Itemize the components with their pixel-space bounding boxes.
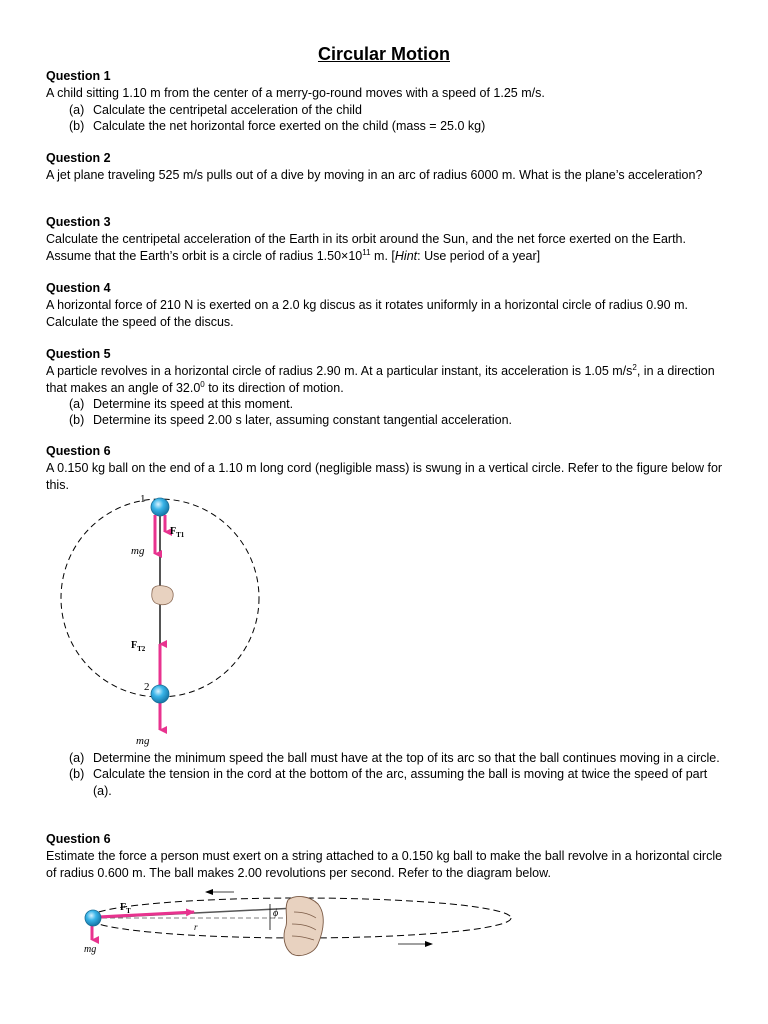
question-heading: Question 1: [46, 69, 111, 83]
ft-label: [120, 902, 131, 915]
question-text: [46, 363, 726, 396]
ft1-label: [170, 526, 185, 539]
part-text: Determine its speed at this moment.: [93, 396, 294, 411]
part-label: (b): [69, 767, 85, 782]
angle-label: ϕ: [273, 908, 279, 919]
part-text: Calculate the tension in the cord at the bottom of the arc, assuming the ball is moving at twice the speed of part (a).: [93, 767, 708, 798]
question-part: [46, 750, 726, 766]
question-heading: Question 2: [46, 151, 111, 165]
question-heading: Question 4: [46, 281, 111, 295]
text-run: , in a direction that makes an angle of 32.0: [46, 364, 715, 395]
part-text: Calculate the centripetal acceleration of the child: [93, 102, 362, 117]
horizontal-circle-figure: [74, 882, 520, 962]
vertical-circle-figure: [40, 492, 280, 754]
question-text-line: [46, 248, 736, 264]
bottom-position-label: 2: [144, 681, 150, 693]
ball-top: [151, 498, 169, 516]
text-run: m. [: [370, 248, 395, 263]
question-6b: [46, 831, 726, 881]
ft-sub: T: [126, 907, 131, 915]
question-text: A 0.150 kg ball on the end of a 1.10 m long cord (negligible mass) is swung in a vertical circle. Refer to the figure below for this.: [46, 461, 723, 492]
ft2-sub: T2: [137, 645, 146, 653]
part-text: Determine the minimum speed the ball must have at the top of its arc so that the ball continues moving in a circle.: [93, 751, 720, 765]
hint-word: Hint: [394, 248, 418, 263]
question-1: [46, 68, 726, 134]
question-text: A child sitting 1.10 m from the center of a merry-go-round moves with a speed of 1.25 m/s.: [46, 86, 545, 101]
question-text: A jet plane traveling 525 m/s pulls out of a dive by moving in an arc of radius 6000 m. What is the plane’s acceleration?: [46, 168, 703, 183]
question-part: [46, 766, 726, 799]
ft2-main: F: [131, 640, 138, 651]
question-5: [46, 346, 726, 428]
question-text: Estimate the force a person must exert on a string attached to a 0.150 kg ball to make the ball revolve in a horizontal circle of radius 0.600 m. The ball makes 2.00 revolutions per second. Refer to the diagram below.: [46, 849, 723, 880]
degree-mark: 0: [200, 379, 205, 389]
part-label: (b): [69, 413, 85, 428]
hand-icon: [152, 586, 173, 605]
question-heading: Question 6: [46, 444, 111, 458]
part-label: (a): [69, 751, 85, 765]
part-text: Determine its speed 2.00 s later, assuming constant tangential acceleration.: [93, 413, 512, 428]
radius-label: r: [194, 922, 198, 932]
text-run: : Use period of a year]: [417, 248, 541, 263]
ball-bottom: [151, 685, 169, 703]
text-run: A particle revolves in a horizontal circle of radius 2.90 m. At a particular instant, its acceleration is 1.05 m/s: [46, 364, 633, 379]
exponent: 11: [362, 247, 371, 257]
question-part: [46, 102, 726, 118]
text-run: Assume that the Earth’s orbit is a circle of radius 1.50×10: [46, 248, 363, 263]
part-label: (a): [69, 396, 85, 411]
question-part: [46, 396, 726, 412]
part-label: (b): [69, 118, 85, 133]
ball: [85, 910, 101, 926]
mg-top-label: mg: [131, 545, 145, 557]
question-text: A horizontal force of 210 N is exerted on a 2.0 kg discus as it rotates uniformly in a horizontal circle of radius 0.90 m. Calculate the speed of the discus.: [46, 298, 688, 329]
ft1-sub: T1: [176, 531, 185, 539]
question-4: [46, 280, 726, 330]
question-heading: Question 3: [46, 215, 111, 229]
mg-label: mg: [84, 944, 97, 955]
exponent: 2: [632, 363, 637, 373]
question-heading: Question 5: [46, 347, 111, 361]
ft-main: F: [120, 902, 127, 913]
question-part: [46, 412, 726, 428]
question-part: [46, 118, 726, 134]
question-6-parts: [46, 750, 726, 799]
page-title: Circular Motion: [317, 44, 450, 64]
question-heading: Question 6: [46, 832, 111, 846]
ft2-label: [131, 640, 146, 653]
part-text: Calculate the net horizontal force exerted on the child (mass = 25.0 kg): [93, 118, 486, 133]
text-run: to its direction of motion.: [204, 380, 344, 395]
top-position-label: 1: [140, 493, 146, 505]
part-label: (a): [69, 102, 85, 117]
question-text-line: Calculate the centripetal acceleration of the Earth in its orbit around the Sun, and the net force exerted on the Earth.: [46, 232, 686, 247]
mg-bottom-label: mg: [136, 735, 150, 747]
ft1-main: F: [170, 526, 177, 537]
question-6: [46, 443, 726, 493]
question-3: [46, 214, 736, 264]
question-2: [46, 150, 726, 184]
hand-icon: [284, 897, 323, 956]
